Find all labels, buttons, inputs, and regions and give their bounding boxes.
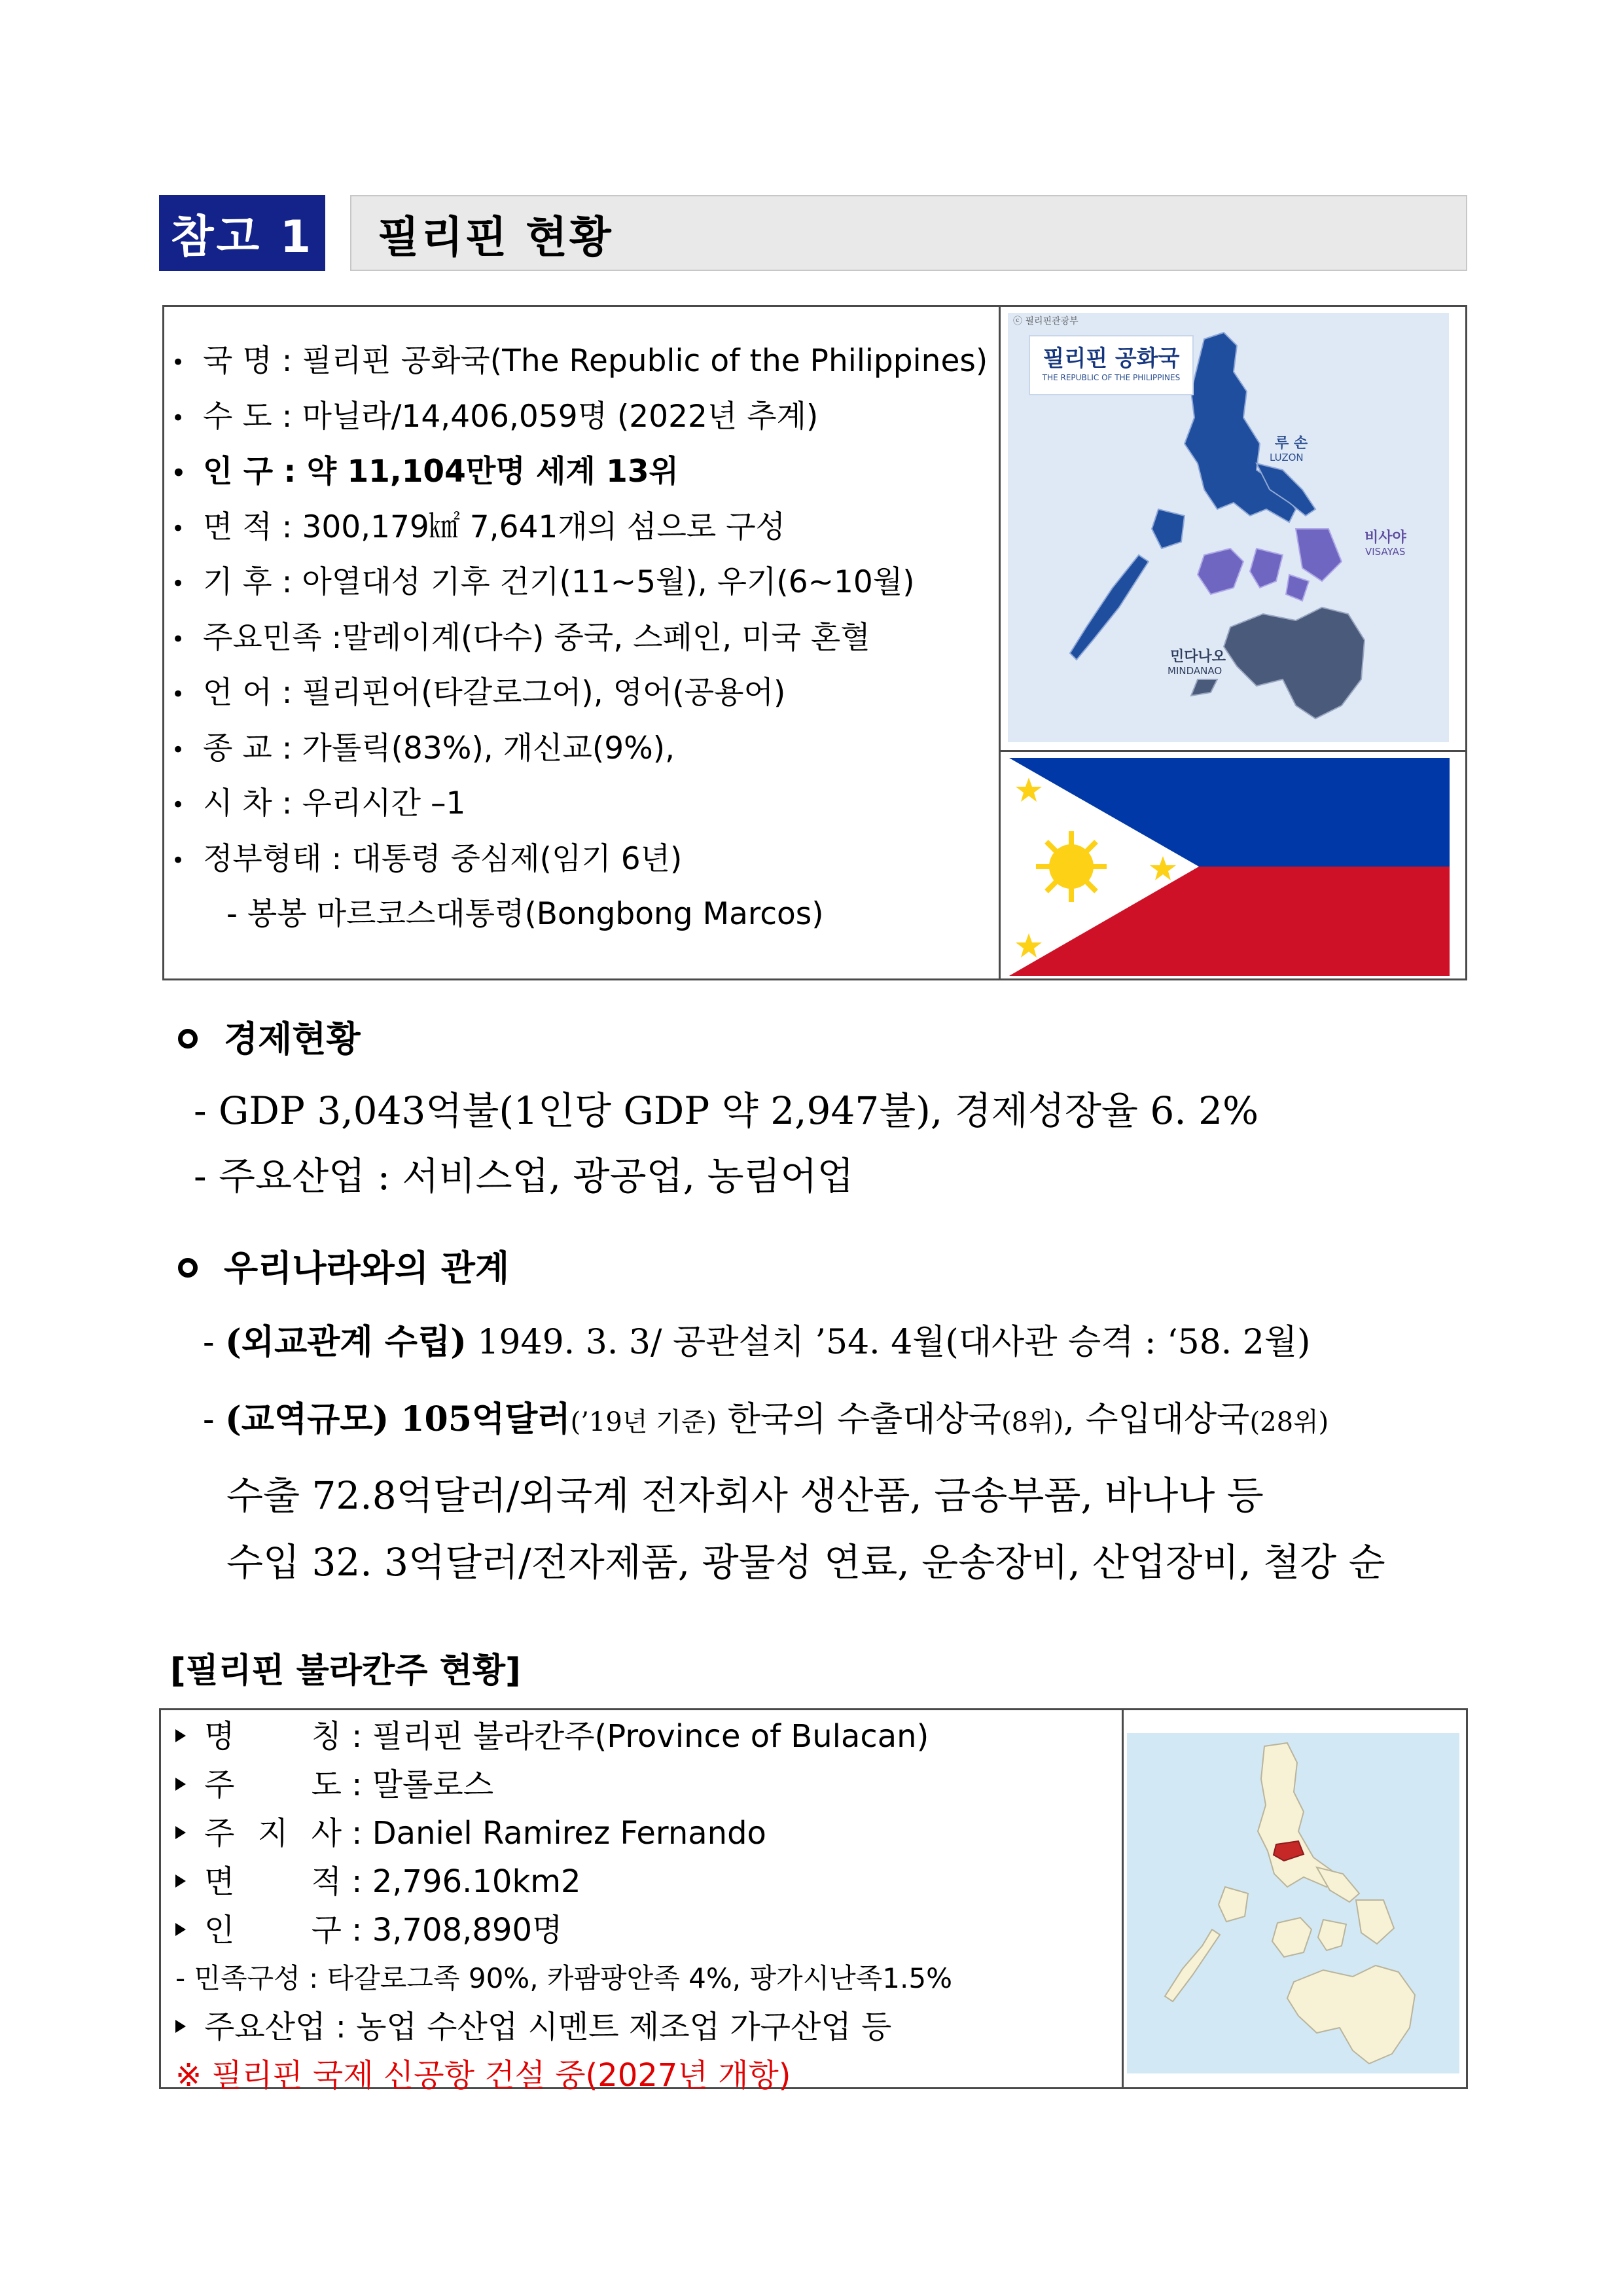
relations-import: 수입 32. 3억달러/전자제품, 광물성 연료, 운송장비, 산업장비, 철강 순 (226, 1540, 1385, 1585)
triangle-bullet-icon (175, 1923, 186, 1936)
overview-item-president: - 봉봉 마르코스대통령(Bongbong Marcos) (226, 896, 824, 932)
bulacan-item-capital: 주 도 : 말롤로스 (175, 1761, 1118, 1809)
overview-item-ethnicity: • 주요민족 :말레이계(다수) 중국, 스페인, 미국 혼혈 (171, 611, 996, 666)
bulacan-map (1127, 1733, 1459, 2073)
triangle-bullet-icon (175, 1874, 186, 1888)
circle-bullet-icon (178, 1258, 198, 1278)
region-luzon-english: LUZON (1270, 452, 1304, 463)
region-mindanao-label: 민다나오 (1170, 649, 1226, 665)
bullet-icon: • (171, 515, 185, 542)
reference-badge: 참고 1 (159, 195, 325, 271)
bullet-icon: • (171, 460, 186, 487)
relations-diplomacy: - (외교관계 수립) 1949. 3. 3/ 공관설치 ’54. 4월(대사관 승격 : ‘58. 2월) (203, 1322, 1311, 1362)
map-title: 필리핀 공화국 (1043, 346, 1180, 372)
overview-item-religion: • 종 교 : 가톨릭(83%), 개신교(9%), (171, 721, 996, 777)
overview-item-government: • 정부형태 : 대통령 중심제(임기 6년) (171, 832, 996, 888)
page-title: 필리핀 현황 (350, 195, 1467, 271)
bulacan-item-industry: 주요산업 : 농업 수산업 시멘트 제조업 가구산업 등 (175, 2003, 1118, 2051)
bullet-icon: • (171, 736, 185, 763)
triangle-bullet-icon (175, 1826, 186, 1839)
region-luzon-label: 루 손 (1275, 435, 1308, 452)
overview-divider (999, 305, 1001, 980)
region-visayas-english: VISAYAS (1365, 546, 1406, 558)
bulacan-item-population: 인 구 : 3,708,890명 (175, 1906, 1118, 1954)
bulacan-item-area: 면 적 : 2,796.10km2 (175, 1857, 1118, 1906)
bulacan-item-ethnic: - 민족구성 : 타갈로그족 90%, 카팜팡안족 4%, 팡가시난족1.5% (175, 1962, 953, 1994)
philippines-flag-icon (1009, 758, 1450, 976)
economy-heading: 경제현황 (178, 1011, 361, 1062)
overview-item-population: • 인 구 : 약 11,104만명 세계 13위 (171, 444, 996, 500)
bulacan-map-icon (1127, 1733, 1459, 2073)
bulacan-item-governor: 주 지 사 : Daniel Ramirez Fernando (175, 1809, 1118, 1857)
relations-trade: - (교역규모) 105억달러(’19년 기준) 한국의 수출대상국(8위), 수입대상국(28위) (203, 1399, 1329, 1439)
region-mindanao-english: MINDANAO (1168, 665, 1222, 677)
bullet-icon: • (171, 681, 185, 708)
region-visayas-label: 비사야 (1364, 529, 1406, 546)
economy-industries: - 주요산업 : 서비스업, 광공업, 농림어업 (194, 1154, 854, 1198)
bulacan-list (175, 1712, 1118, 2100)
map-source: ⓒ 필리핀관광부 (1013, 316, 1079, 327)
bullet-icon: • (171, 350, 185, 376)
economy-gdp: - GDP 3,043억불(1인당 GDP 약 2,947불), 경제성장율 6. 2% (194, 1088, 1259, 1133)
relations-export: 수출 72.8억달러/외국계 전자회사 생산품, 금송부품, 바나나 등 (226, 1473, 1264, 1518)
map-subtitle: THE REPUBLIC OF THE PHILIPPINES (1042, 373, 1181, 382)
image-divider (999, 750, 1467, 752)
overview-item-name: • 국 명 : 필리핀 공화국(The Republic of the Philippines) (171, 334, 996, 389)
bullet-icon: • (171, 847, 185, 874)
circle-bullet-icon (178, 1029, 198, 1049)
bullet-icon: • (171, 792, 185, 819)
overview-list (171, 334, 996, 942)
overview-item-language: • 언 어 : 필리핀어(타갈로그어), 영어(공용어) (171, 666, 996, 721)
overview-item-timezone: • 시 차 : 우리시간 –1 (171, 776, 996, 832)
triangle-bullet-icon (175, 1778, 186, 1791)
triangle-bullet-icon (175, 1729, 186, 1742)
overview-item-capital: • 수 도 : 마닐라/14,406,059명 (2022년 추계) (171, 389, 996, 445)
triangle-bullet-icon (175, 2020, 186, 2033)
bulacan-note: ※ 필리핀 국제 신공항 건설 중(2027년 개항) (175, 2057, 791, 2094)
relations-heading: 우리나라와의 관계 (178, 1240, 509, 1291)
bulacan-item-name: 명 칭 : 필리핀 불라칸주(Province of Bulacan) (175, 1712, 1118, 1761)
bulacan-divider (1122, 1708, 1124, 2089)
bullet-icon: • (171, 404, 185, 431)
bulacan-heading: [필리핀 불라칸주 현황] (170, 1651, 521, 1691)
bullet-icon: • (171, 571, 185, 598)
overview-item-climate: • 기 후 : 아열대성 기후 건기(11~5월), 우기(6~10월) (171, 555, 996, 611)
philippines-flag (1009, 758, 1450, 976)
bullet-icon: • (171, 626, 185, 653)
overview-item-area: • 면 적 : 300,179㎢ 7,641개의 섬으로 구성 (171, 500, 996, 556)
